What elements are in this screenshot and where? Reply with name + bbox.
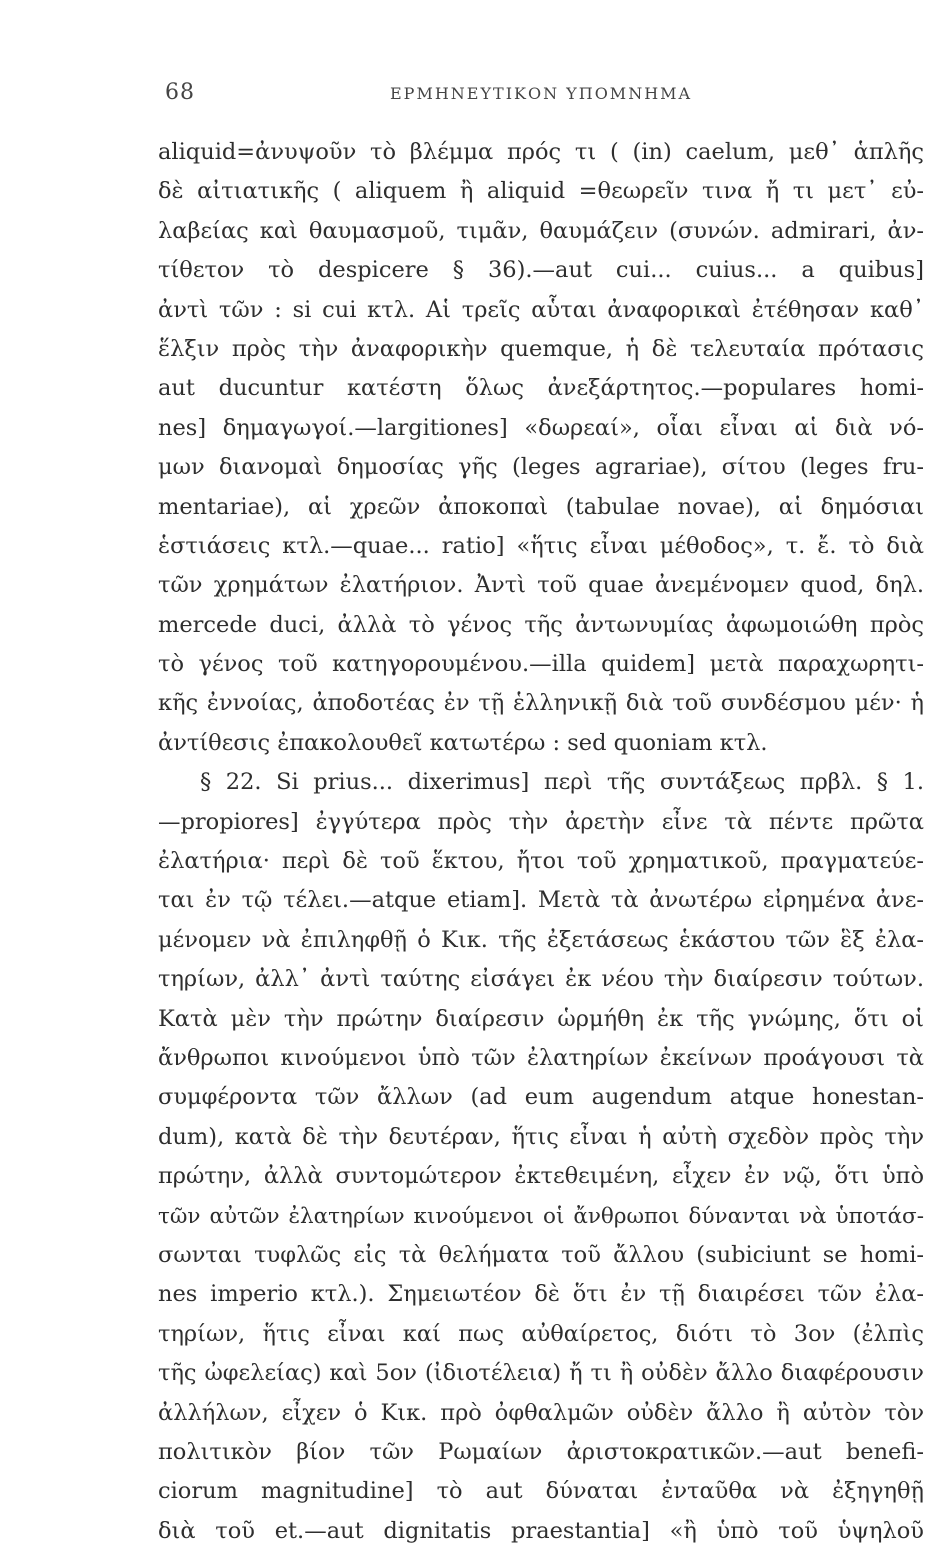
text-line: τίθετον τὸ despicere § 36).—aut cui... cuius... a quibus] (158, 257, 924, 284)
text-line: —propiores] ἐγγύτερα πρὸς τὴν ἀρετὴν εἶνε τὰ πέντε πρῶτα (158, 808, 924, 835)
text-line: nes] δημαγωγοί.—largitiones] «δωρεαί», οἷαι εἶναι αἱ διὰ νό- (158, 414, 924, 441)
text-line: λαβείας καὶ θαυμασμοῦ, τιμᾶν, θαυμάζειν (συνών. admirari, ἀν- (158, 217, 924, 244)
text-line: ἀντὶ τῶν : si cui κτλ. Αἱ τρεῖς αὗται ἀναφορικαὶ ἐτέθησαν καθ᾿ (158, 296, 924, 323)
text-line: μων διανομαὶ δημοσίας γῆς (leges agrariae), σίτου (leges fru- (158, 454, 924, 481)
text-line: τῶν αὐτῶν ἐλατηρίων κινούμενοι οἱ ἄνθρωποι δύνανται νὰ ὑποτάσ- (158, 1203, 924, 1229)
text-line: aut ducuntur κατέστη ὅλως ἀνεξάρτητος.—populares homi- (158, 375, 924, 402)
text-line: τῆς ὠφελείας) καὶ 5ον (ἰδιοτέλεια) ἤ τι ἢ οὐδὲν ἄλλο διαφέρουσιν (158, 1360, 924, 1387)
text-line: σωνται τυφλῶς εἰς τὰ θελήματα τοῦ ἄλλου (subiciunt se homi- (158, 1241, 924, 1268)
text-line: τηρίων, ἀλλ᾿ ἀντὶ ταύτης εἰσάγει ἐκ νέου τὴν διαίρεσιν τούτων. (158, 966, 924, 993)
text-line: ἐλατήρια· περὶ δὲ τοῦ ἕκτου, ἤτοι τοῦ χρηματικοῦ, πραγματεύε- (158, 848, 924, 875)
running-head: ΕΡΜΗΝΕΥΤΙΚΟΝ ΥΠΟΜΝΗΜΑ (390, 84, 693, 103)
text-line: τὸ γένος τοῦ κατηγορουμένου.—illa quidem] μετὰ παραχωρητι- (158, 651, 924, 678)
text-line: § 22. Si prius... dixerimus] περὶ τῆς συντάξεως πρβλ. § 1. (200, 769, 924, 796)
text-line: ἕλξιν πρὸς τὴν ἀναφορικὴν quemque, ἡ δὲ τελευταία πρότασις (158, 335, 924, 362)
text-line: dum), κατὰ δὲ τὴν δευτέραν, ἥτις εἶναι ἡ αὐτὴ σχεδὸν πρὸς τὴν (158, 1123, 924, 1150)
text-line: κῆς ἐννοίας, ἀποδοτέας ἐν τῇ ἑλληνικῇ διὰ τοῦ συνδέσμου μέν· ἡ (158, 690, 924, 717)
text-line: ciorum magnitudine] τὸ aut δύναται ἐνταῦθα νὰ ἐξηγηθῇ (158, 1478, 924, 1505)
text-line: δὲ αἰτιατικῆς ( aliquem ἢ aliquid =θεωρεῖν τινα ἤ τι μετ᾿ εὐ- (158, 178, 924, 205)
text-line: Κατὰ μὲν τὴν πρώτην διαίρεσιν ὡρμήθη ἐκ τῆς γνώμης, ὅτι οἱ (158, 1005, 924, 1032)
text-line: μένομεν νὰ ἐπιληφθῇ ὁ Κικ. τῆς ἐξετάσεως ἑκάστου τῶν ἓξ ἐλα- (158, 926, 924, 953)
text-line: τηρίων, ἥτις εἶναι καί πως αὐθαίρετος, διότι τὸ 3ον (ἐλπὶς (158, 1320, 924, 1347)
text-line: mentariae), αἱ χρεῶν ἀποκοπαὶ (tabulae novae), αἱ δημόσιαι (158, 493, 924, 520)
text-line: τῶν χρημάτων ἐλατήριον. Ἀντὶ τοῦ quae ἀνεμένομεν quod, δηλ. (158, 572, 924, 599)
page-header (165, 80, 915, 116)
text-line: ἀλλήλων, εἶχεν ὁ Κικ. πρὸ ὀφθαλμῶν οὐδὲν ἄλλο ἢ αὐτὸν τὸν (158, 1399, 924, 1426)
text-line: ἀντίθεσις ἐπακολουθεῖ κατωτέρω : sed quoniam κτλ. (158, 729, 768, 756)
text-line: aliquid=ἀνυψοῦν τὸ βλέμμα πρός τι ( (in) caelum, μεθ᾿ ἁπλῆς (158, 139, 924, 165)
text-line: ται ἐν τῷ τέλει.—atque etiam]. Μετὰ τὰ ἀνωτέρω εἰρημένα ἀνε- (158, 887, 924, 914)
text-line: πολιτικὸν βίον τῶν Ρωμαίων ἀριστοκρατικῶν.—aut benefi- (158, 1438, 924, 1465)
text-line: mercede duci, ἀλλὰ τὸ γένος τῆς ἀντωνυμίας ἀφωμοιώθη πρὸς (158, 611, 924, 638)
text-line: διὰ τοῦ et.—aut dignitatis praestantia] «ἢ ὑπὸ τοῦ ὑψηλοῦ (158, 1517, 924, 1544)
page-number: 68 (165, 80, 195, 105)
text-line: συμφέροντα τῶν ἄλλων (ad eum augendum atque honestan- (158, 1084, 924, 1111)
text-line: πρώτην, ἀλλὰ συντομώτερον ἐκτεθειμένη, εἶχεν ἐν νῷ, ὅτι ὑπὸ (158, 1163, 924, 1190)
text-line: ἑστιάσεις κτλ.—quae... ratio] «ἥτις εἶναι μέθοδος», τ. ἔ. τὸ διὰ (158, 532, 924, 559)
text-line: nes imperio κτλ.). Σημειωτέον δὲ ὅτι ἐν τῇ διαιρέσει τῶν ἐλα- (158, 1281, 924, 1308)
text-line: ἄνθρωποι κινούμενοι ὑπὸ τῶν ἐλατηρίων ἐκείνων προάγουσι τὰ (158, 1044, 924, 1071)
commentary-text (158, 133, 924, 1551)
